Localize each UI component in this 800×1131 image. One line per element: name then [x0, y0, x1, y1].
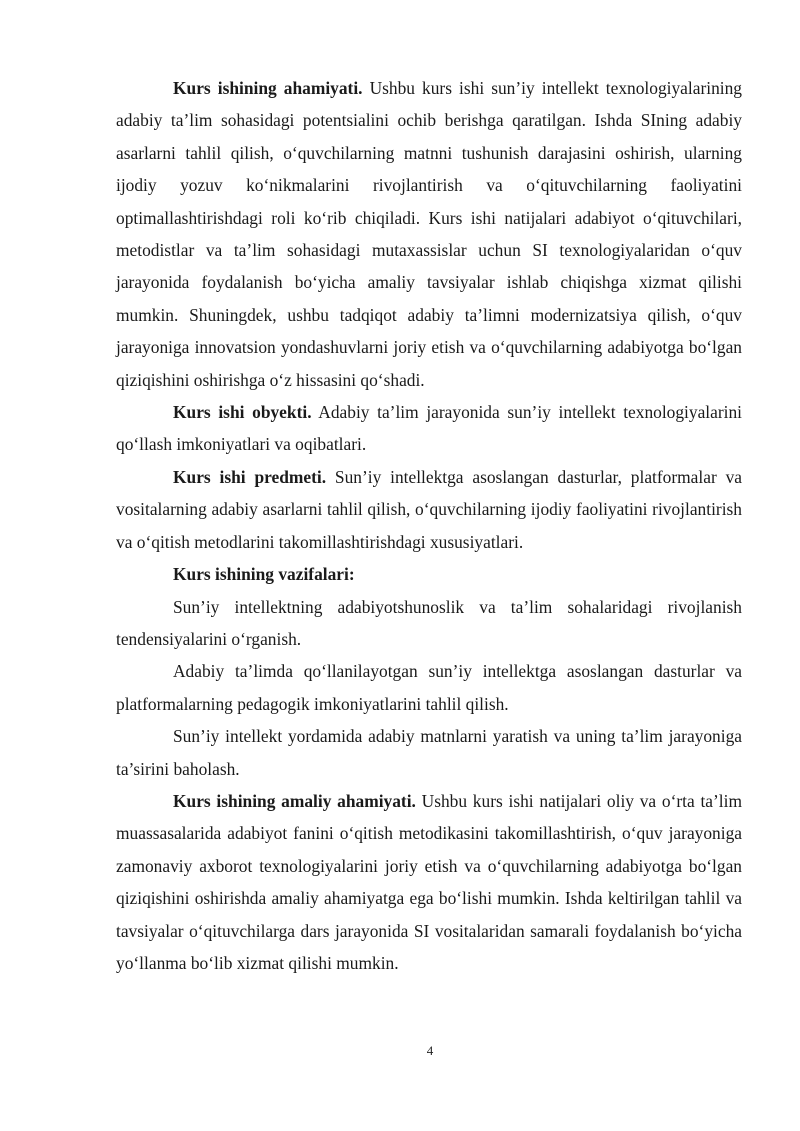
- practical-heading: Kurs ishining amaliy ahamiyati.: [173, 790, 416, 811]
- object-text: Adabiy ta’lim jarayonida sun’iy intellekt texnologiyalarini qo‘llash imkoniyatlari va oqibatlari.: [116, 402, 742, 455]
- task-item-1: Sun’iy intellektning adabiyotshunoslik va ta’lim sohalaridagi rivojlanish tendensiyalarini o‘rganish.: [116, 596, 742, 649]
- paragraph-subject: [116, 461, 742, 558]
- subject-text: Sun’iy intellektga asoslangan dasturlar, platformalar va vositalarning adabiy asarlarni tahlil qilish, o‘quvchilarning ijodiy faoliyatini rivojlantirish va o‘qitish metodlarini takomillashtirishdagi xususiyatlari.: [116, 466, 742, 552]
- paragraph-object: [116, 396, 742, 461]
- importance-heading: Kurs ishining ahamiyati.: [173, 78, 363, 98]
- object-heading: Kurs ishi obyekti.: [173, 402, 312, 423]
- task-item-3: Sun’iy intellekt yordamida adabiy matnlarni yaratish va uning ta’lim jarayoniga ta’sirini baholash.: [116, 726, 742, 779]
- tasks-heading: Kurs ishining vazifalari:: [173, 564, 355, 585]
- paragraph-importance: [116, 72, 742, 396]
- importance-text: Ushbu kurs ishi sun’iy intellekt texnologiyalarining adabiy ta’lim sohasidagi potentsialini ochib berishga qaratilgan. Ishda SIning adabiy asarlarni tahlil qilish, o‘quvchilarning matnni tushunish darajasini oshirish, ularning ijodiy yozuv ko‘nikmalarini rivojlantirish va o‘qituvchilarning faoliyatini optimallashtirishdagi roli ko‘rib chiqiladi. Kurs ishi natijalari adabiyot o‘qituvchilari, metodistlar va ta’lim sohasidagi mutaxassislar uchun SI texnologiyalaridan o‘quv jarayonida foydalanish bo‘yicha amaliy tavsiyalar ishlab chiqishga xizmat qilishi mumkin. Shuningdek, ushbu tadqiqot adabiy ta’limni modernizatsiya qilish, o‘quv jarayoniga innovatsion yondashuvlarni joriy etish va o‘quvchilarning adabiyotga bo‘lgan qiziqishini oshirishga o‘z hissasini qo‘shadi.: [116, 78, 742, 390]
- page-number: 4: [426, 1043, 434, 1058]
- task-item-2: Adabiy ta’limda qo‘llanilayotgan sun’iy intellektga asoslangan dasturlar va platformalarning pedagogik imkoniyatlarini tahlil qilish.: [116, 661, 742, 714]
- subject-heading: Kurs ishi predmeti.: [173, 466, 327, 487]
- page-body: [116, 72, 742, 979]
- practical-text: Ushbu kurs ishi natijalari oliy va o‘rta ta’lim muassasalarida adabiyot fanini o‘qitish metodikasini takomillashtirish, o‘quv jarayoniga zamonaviy axborot texnologiyalarini joriy etish va o‘quvchilarning adabiyotga bo‘lgan qiziqishini oshirishda amaliy ahamiyatga ega bo‘lishi mumkin. Ishda keltirilgan tahlil va tavsiyalar o‘qituvchilarga dars jarayonida SI vositalaridan samarali foydalanish bo‘yicha yo‘llanma bo‘lib xizmat qilishi mumkin.: [116, 790, 742, 973]
- paragraph-practical: [116, 785, 742, 979]
